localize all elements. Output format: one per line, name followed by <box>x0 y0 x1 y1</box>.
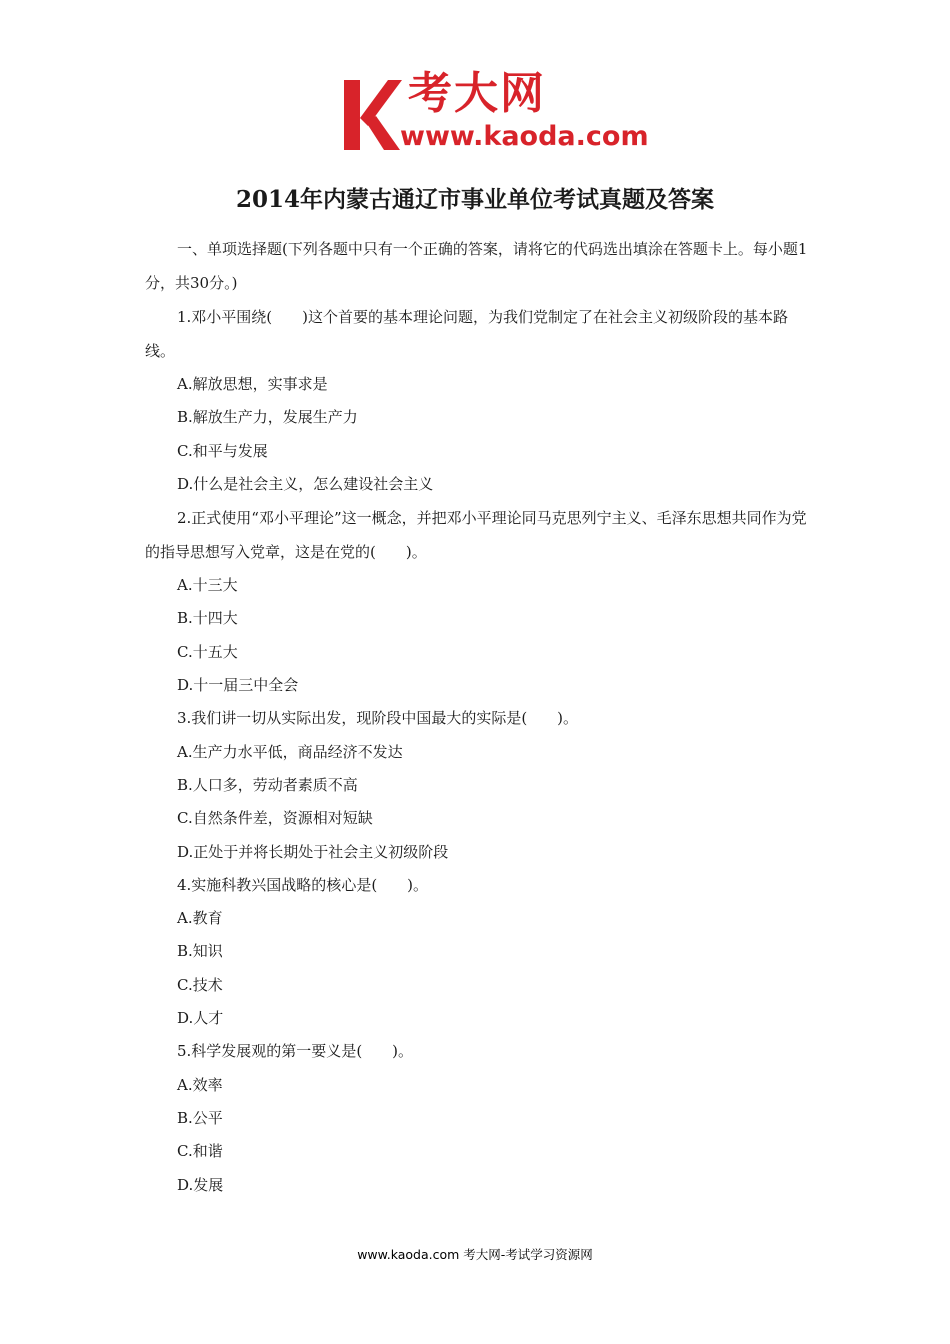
option-c: C.技术 <box>177 975 223 994</box>
option-d: D.正处于并将长期处于社会主义初级阶段 <box>177 842 449 861</box>
question-1 <box>145 300 810 501</box>
question-stem: 2.正式使用“邓小平理论”这一概念，并把邓小平理论同马克思列宁主义、毛泽东思想共同作为党的指导思想写入党章，这是在党的( )。 <box>145 509 807 562</box>
option-b: B.解放生产力，发展生产力 <box>177 408 358 427</box>
option-b: B.知识 <box>177 942 223 961</box>
option-d: D.什么是社会主义，怎么建设社会主义 <box>177 474 434 493</box>
option-c: C.十五大 <box>177 642 238 661</box>
option-d: D.发展 <box>177 1175 224 1194</box>
document-title: 2014年内蒙古通辽市事业单位考试真题及答案 <box>235 186 714 213</box>
question-3 <box>145 702 810 868</box>
question-stem: 4.实施科教兴国战略的核心是( )。 <box>177 875 429 894</box>
question-stem: 1.邓小平围绕( )这个首要的基本理论问题，为我们党制定了在社会主义初级阶段的基本路线。 <box>145 308 789 360</box>
option-d: D.人才 <box>177 1009 224 1028</box>
option-b: B.公平 <box>177 1108 223 1127</box>
question-stem: 3.我们讲一切从实际出发，现阶段中国最大的实际是( )。 <box>177 709 579 728</box>
document-body <box>145 232 810 1202</box>
option-c: C.自然条件差，资源相对短缺 <box>177 809 373 828</box>
option-c: C.和谐 <box>177 1142 223 1161</box>
option-a: A.效率 <box>177 1075 223 1094</box>
option-a: A.教育 <box>177 909 223 928</box>
question-2 <box>145 501 810 702</box>
option-b: B.十四大 <box>177 609 238 628</box>
kaoda-k-logo-icon <box>340 78 402 152</box>
logo-brand-text: 考大网 <box>408 68 546 119</box>
page-footer: www.kaoda.com 考大网-考试学习资源网 <box>357 1247 593 1262</box>
logo-url-text: www.kaoda.com <box>400 121 649 152</box>
kaoda-logo <box>340 68 660 160</box>
question-4 <box>145 869 810 1035</box>
option-c: C.和平与发展 <box>177 441 268 460</box>
section-header: 一、单项选择题(下列各题中只有一个正确的答案，请将它的代码选出填涂在答题卡上。每小题1分，共30分。) <box>145 240 808 292</box>
option-a: A.生产力水平低，商品经济不发达 <box>177 742 403 761</box>
option-b: B.人口多，劳动者素质不高 <box>177 775 358 794</box>
option-a: A.十三大 <box>177 576 238 595</box>
option-a: A.解放思想，实事求是 <box>177 375 328 393</box>
question-5 <box>145 1035 810 1201</box>
question-stem: 5.科学发展观的第一要义是( )。 <box>177 1042 414 1061</box>
option-d: D.十一届三中全会 <box>177 676 299 695</box>
